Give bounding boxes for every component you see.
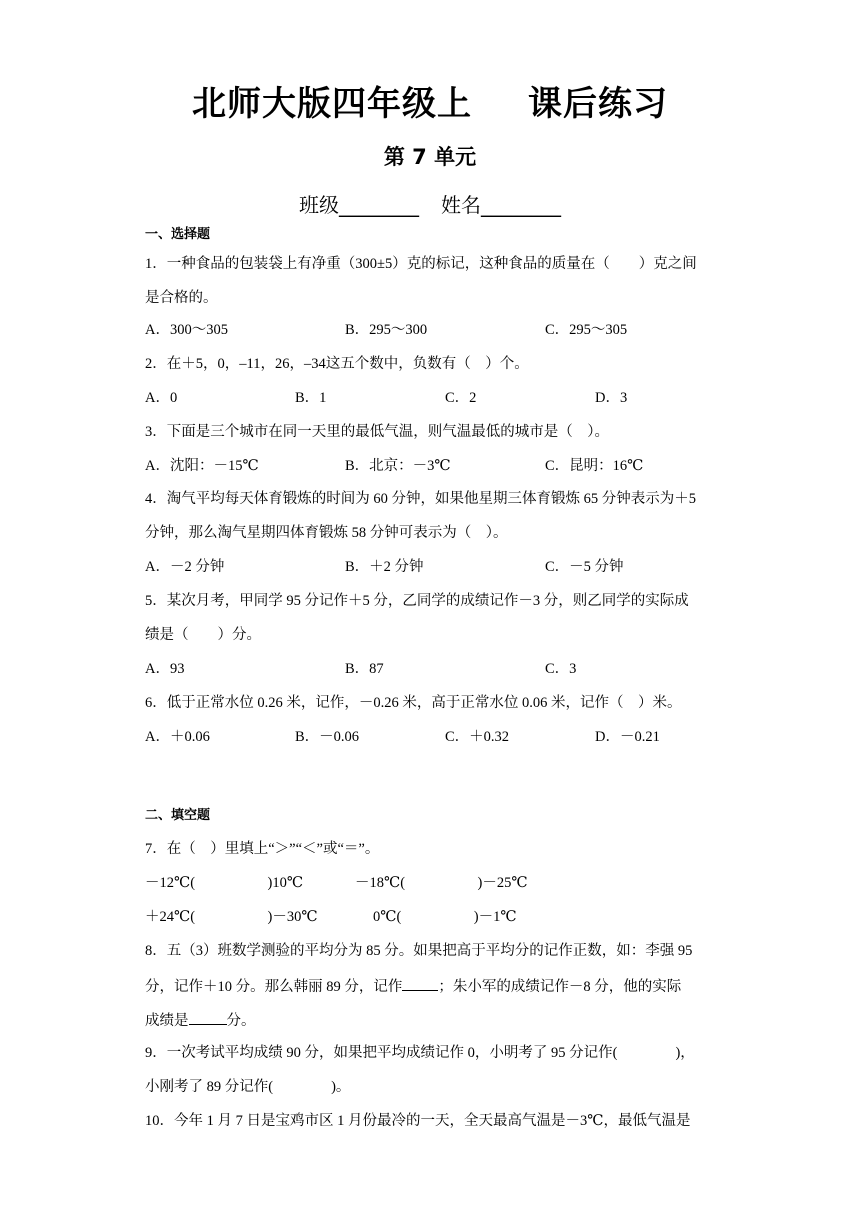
question-10-line-1: 10．今年 1 月 7 日是宝鸡市区 1 月份最冷的一天，全天最高气温是－3℃，最低气温是 — [145, 1113, 691, 1129]
class-name-line — [0, 189, 860, 218]
question-8-line-2-part-2: ；朱小军的成绩记作－8 分，他的实际 — [438, 979, 682, 995]
title-right: 课后练习 — [528, 84, 668, 124]
title-left: 北师大版四年级上 — [192, 84, 472, 124]
question-3-option-a: A．沈阳：－15℃ — [145, 458, 259, 474]
question-7-item-1: －12℃( )10℃ — [145, 875, 304, 891]
question-9-line-2: 小刚考了 89 分记作( )。 — [145, 1079, 351, 1095]
question-5-line-1: 5．某次月考，甲同学 95 分记作＋5 分，乙同学的成绩记作－3 分，则乙同学的实际成 — [145, 593, 689, 609]
question-1-option-b: B．295～300 — [345, 322, 428, 338]
question-1-option-a: A．300～305 — [145, 322, 228, 338]
question-8-line-2-part-1: 分，记作＋10 分。那么韩丽 89 分，记作 — [145, 979, 403, 995]
page-title — [0, 76, 860, 125]
question-4-line-1: 4．淘气平均每天体育锻炼的时间为 60 分钟，如果他星期三体育锻炼 65 分钟表示为＋5 — [145, 491, 696, 507]
question-2-line-1: 2．在＋5，0，–11，26，–34这五个数中，负数有（ ）个。 — [145, 356, 529, 372]
question-7-item-4: 0℃( )－1℃ — [373, 909, 517, 925]
section-heading-choice: 一、选择题 — [145, 227, 211, 242]
question-2-option-b: B．1 — [295, 390, 327, 406]
question-9-line-1: 9．一次考试平均成绩 90 分，如果把平均成绩记作 0，小明考了 95 分记作( )， — [145, 1045, 695, 1061]
question-2-option-c: C．2 — [445, 390, 477, 406]
question-4-option-a: A．－2 分钟 — [145, 559, 225, 575]
question-2-option-d: D．3 — [595, 390, 628, 406]
question-8-line-3 — [145, 1009, 725, 1031]
question-5-option-c: C．3 — [545, 661, 577, 677]
question-2-option-a: A．0 — [145, 390, 178, 406]
question-4-line-2: 分钟，那么淘气星期四体育锻炼 58 分钟可表示为（ ）。 — [145, 525, 508, 541]
section-heading-fill: 二、填空题 — [145, 808, 211, 823]
question-6-option-a: A．＋0.06 — [145, 729, 210, 745]
question-7-line-1: 7．在（ ）里填上“＞”“＜”或“＝”。 — [145, 841, 380, 857]
unit-heading: 第 7 单元 — [383, 145, 477, 169]
question-3-line-1: 3．下面是三个城市在同一天里的最低气温，则气温最低的城市是（ ）。 — [145, 424, 609, 440]
question-6-option-b: B．－0.06 — [295, 729, 360, 745]
question-1-option-c: C．295～305 — [545, 322, 628, 338]
question-5-option-b: B．87 — [345, 661, 384, 677]
question-8-line-2 — [145, 975, 725, 997]
question-5-option-a: A．93 — [145, 661, 185, 677]
question-3-option-b: B．北京：－3℃ — [345, 458, 451, 474]
question-6-option-c: C．＋0.32 — [445, 729, 510, 745]
name-field: 姓名________ — [441, 193, 561, 217]
question-6-option-d: D．－0.21 — [595, 729, 660, 745]
question-6-line-1: 6．低于正常水位 0.26 米，记作，－0.26 米，高于正常水位 0.06 米，记作（ ）米。 — [145, 695, 682, 711]
answer-blank[interactable] — [189, 1009, 227, 1025]
question-7-item-3: ＋24℃( )－30℃ — [145, 909, 318, 925]
question-1-line-2: 是合格的。 — [145, 290, 218, 306]
question-4-option-b: B．＋2 分钟 — [345, 559, 424, 575]
class-field: 班级________ — [299, 193, 419, 217]
question-4-option-c: C．－5 分钟 — [545, 559, 624, 575]
question-7-item-2: －18℃( )－25℃ — [355, 875, 528, 891]
question-3-option-c: C．昆明：16℃ — [545, 458, 644, 474]
question-8-line-1: 8．五（3）班数学测验的平均分为 85 分。如果把高于平均分的记作正数，如：李强 95 — [145, 943, 693, 959]
question-8-line-3-part-1: 成绩是 — [145, 1013, 189, 1029]
answer-blank[interactable] — [402, 975, 438, 991]
question-8-line-3-part-2: 分。 — [226, 1013, 256, 1029]
question-1-line-1: 1．一种食品的包装袋上有净重（300±5）克的标记，这种食品的质量在（ ）克之间 — [145, 256, 697, 272]
question-5-line-2: 绩是（ ）分。 — [145, 627, 261, 643]
